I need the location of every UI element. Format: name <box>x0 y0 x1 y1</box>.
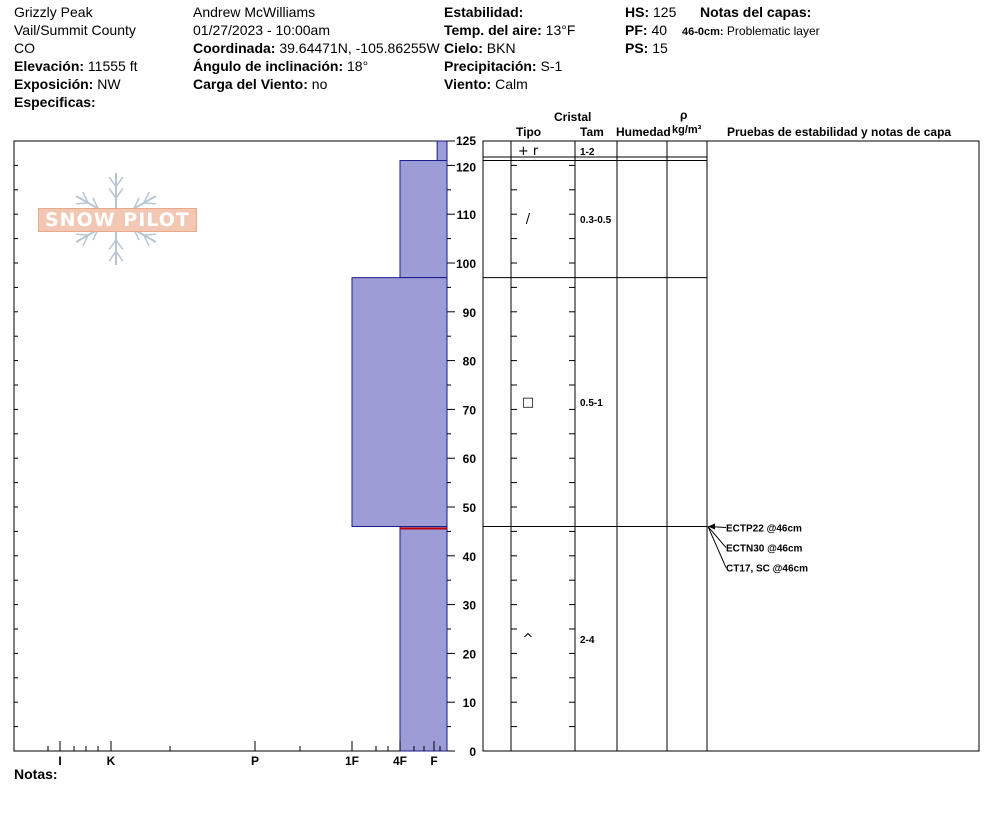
layer-note-text: Problematic layer <box>726 24 820 38</box>
elevation-label: Elevación: <box>14 58 85 74</box>
depth-label: 110 <box>456 208 476 223</box>
depth-label: 100 <box>455 257 476 271</box>
crystal-size-1: 1-2 <box>580 146 595 158</box>
crystal-table <box>483 141 979 751</box>
region-name: Vail/Summit County <box>14 22 136 38</box>
snowflake-branch <box>144 203 156 204</box>
pf-label: PF: <box>625 22 648 38</box>
crystal-size-3: 0.5-1 <box>580 398 603 410</box>
snowflake-branch <box>109 240 116 250</box>
depth-label: 20 <box>462 647 476 662</box>
crystal-type-1: + r <box>517 143 539 159</box>
crystal-size-2: 0.3-0.5 <box>580 215 612 227</box>
layer-note-depth: 46-0cm: <box>682 26 724 38</box>
hs-value: 125 <box>653 4 677 20</box>
hardness-layer-1 <box>437 141 447 161</box>
precip-value: S-1 <box>540 58 563 74</box>
rho-header: ρ <box>680 108 688 122</box>
hardness-label-p: P <box>250 754 260 768</box>
snowflake-branch <box>109 177 116 187</box>
tests-header: Pruebas de estabilidad y notas de capa <box>727 125 952 139</box>
aspect-label: Exposición: <box>14 76 94 92</box>
ps-value: 15 <box>652 40 668 56</box>
snowflake-branch <box>116 188 123 198</box>
stability-label: Estabilidad: <box>444 4 524 20</box>
depth-label: 60 <box>462 452 476 467</box>
elevation-value: 11555 ft <box>87 58 138 74</box>
depth-label: 80 <box>462 354 476 369</box>
depth-label: 50 <box>462 501 476 515</box>
hardness-layer-2 <box>400 161 447 278</box>
wind-value: Calm <box>495 76 528 92</box>
hardness-layer-4 <box>400 527 447 751</box>
snowflake-branch <box>116 177 123 187</box>
sky-label: Cielo: <box>444 40 483 56</box>
depth-label: 120 <box>455 160 476 175</box>
aspect-value: NW <box>97 76 121 92</box>
depth-label: 10 <box>462 696 476 711</box>
crystal-table-frame <box>483 141 979 751</box>
ps-label: PS: <box>625 40 649 56</box>
depth-label: 125 <box>455 134 476 148</box>
test-label-3: CT17, SC @46cm <box>726 563 809 575</box>
depth-label: 70 <box>462 403 476 418</box>
observation-datetime: 01/27/2023 - 10:00am <box>193 22 330 38</box>
depth-label: 90 <box>462 305 476 320</box>
depth-label: 0 <box>469 745 476 759</box>
snowflake-branch <box>116 251 123 261</box>
depth-label: 30 <box>462 598 476 613</box>
observer-name: Andrew McWilliams <box>193 4 316 20</box>
snowflake-branch <box>116 240 123 250</box>
coordinates-value: 39.64471N, -105.86255W <box>279 40 440 56</box>
depth-label: 40 <box>462 549 476 564</box>
notes-label: Notas: <box>14 766 58 782</box>
type-header: Tipo <box>516 125 542 139</box>
slope-label: Ángulo de inclinación: <box>193 58 344 74</box>
moisture-header: Humedad <box>616 125 671 139</box>
slope-value: 18° <box>347 58 369 74</box>
location-name: Grizzly Peak <box>14 4 93 20</box>
precip-label: Precipitación: <box>444 58 537 74</box>
hardness-label-4f: 4F <box>392 754 408 768</box>
crystal-size-4: 2-4 <box>580 634 595 646</box>
crystal-type-3: □ <box>521 395 535 411</box>
crystal-header: Cristal <box>554 110 592 124</box>
hardness-label-i: I <box>58 754 62 768</box>
crystal-type-2: / <box>525 212 531 228</box>
state-name: CO <box>14 40 35 56</box>
hs-label: HS: <box>625 4 650 20</box>
specifics-label: Especificas: <box>14 94 96 110</box>
test-leader-line <box>708 527 726 568</box>
test-leader-line <box>708 527 726 548</box>
density-unit-header: kg/m³ <box>672 124 702 136</box>
sky-value: BKN <box>486 40 516 56</box>
snowpilot-logo: SNOW PILOT <box>38 208 197 232</box>
air-temp-value: 13°F <box>545 22 576 38</box>
air-temp-label: Temp. del aire: <box>444 22 542 38</box>
crystal-type-4: ^ <box>522 631 534 647</box>
test-label-2: ECTN30 @46cm <box>726 543 803 555</box>
depth-axis <box>447 134 476 759</box>
layer-notes-title: Notas del capas: <box>700 4 812 20</box>
wind-load-label: Carga del Viento: <box>193 76 308 92</box>
wind-load-value: no <box>311 76 328 92</box>
coordinates-label: Coordinada: <box>193 40 276 56</box>
wind-label: Viento: <box>444 76 492 92</box>
hardness-label-k: K <box>106 754 116 768</box>
pf-value: 40 <box>651 22 668 38</box>
hardness-layer-3 <box>352 278 447 527</box>
stability-tests <box>708 524 808 575</box>
snowflake-branch <box>144 234 156 235</box>
test-label-1: ECTP22 @46cm <box>726 523 802 535</box>
hardness-label-1f: 1F <box>344 754 360 768</box>
snowflake-branch <box>76 203 88 204</box>
hardness-label-f: F <box>430 754 438 768</box>
size-header: Tam <box>580 125 604 139</box>
snowflake-branch <box>76 234 88 235</box>
snowflake-branch <box>109 251 116 261</box>
snowflake-branch <box>109 188 116 198</box>
